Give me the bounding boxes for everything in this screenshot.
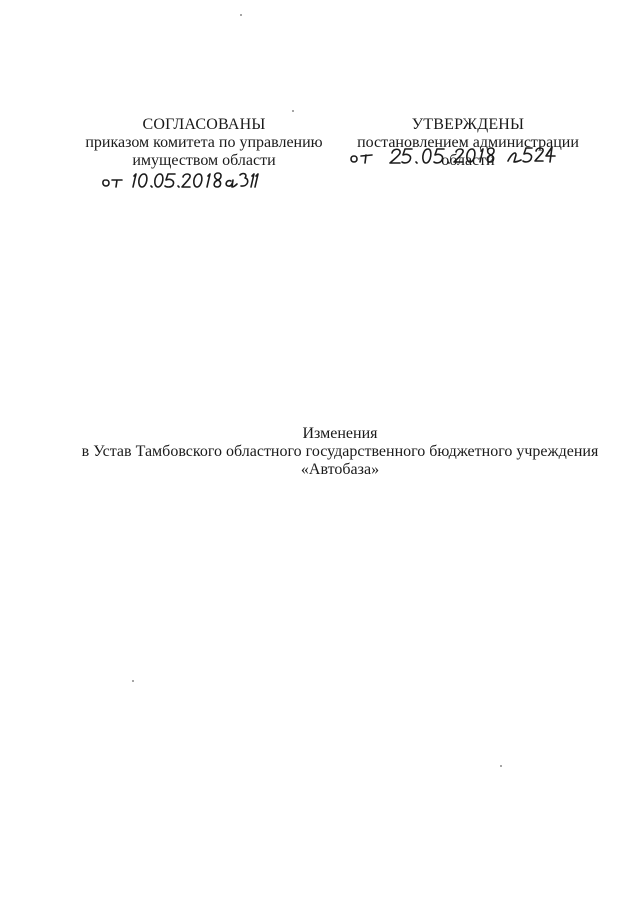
scan-speck [240, 14, 242, 16]
title-changes: Изменения [302, 425, 378, 442]
title-charter-line: в Устав Тамбовского областного государственного бюджетного учреждения [81, 443, 599, 460]
agreed-property-line: имуществом области [132, 152, 276, 169]
handwritten-agreed-date [100, 166, 260, 192]
agreed-heading: СОГЛАСОВАНЫ [142, 116, 266, 133]
scan-speck [500, 765, 502, 767]
approved-heading: УТВЕРЖДЕНЫ [411, 116, 525, 133]
scan-speck [132, 680, 134, 682]
agreed-order-line: приказом комитета по управлению [85, 134, 323, 151]
scan-speck [292, 110, 294, 112]
title-institution-name: «Автобаза» [300, 461, 380, 478]
handwritten-approved-date [346, 143, 566, 169]
document-title [40, 425, 640, 479]
approved-resolution-line: постановлением администрации области [357, 134, 579, 169]
agreed-block [78, 116, 330, 170]
